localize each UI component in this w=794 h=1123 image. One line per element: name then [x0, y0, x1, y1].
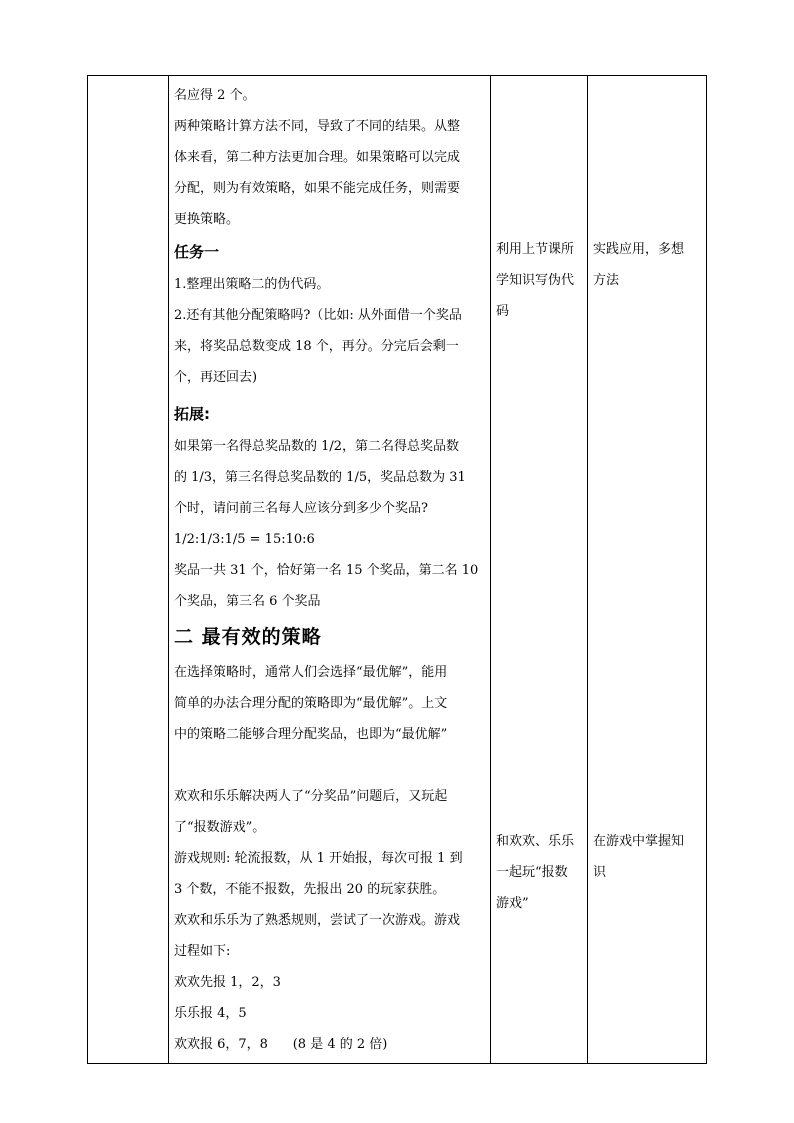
game-line: 3 个数，不能不报数，先报出 20 的玩家获胜。 — [174, 882, 446, 897]
student-activity-cell-1 — [490, 234, 587, 327]
extend-heading: 拓展: — [174, 405, 210, 423]
content-line: 体来看，第二种方法更加合理。如果策略可以完成 — [174, 150, 461, 165]
design-intent-cell-2 — [587, 826, 708, 888]
game-line: 了“报数游戏”。 — [174, 820, 266, 835]
intent-line: 在游戏中掌握知 — [593, 834, 685, 849]
intent-line: 方法 — [593, 273, 620, 288]
content-line: 名应得 2 个。 — [174, 88, 256, 103]
extend-line: 个奖品，第三名 6 个奖品 — [174, 594, 321, 609]
extend-line: 个时，请问前三名每人应该分到多少个奖品? — [174, 501, 428, 516]
game-line: 乐乐报 4，5 — [174, 1006, 247, 1021]
intent-line: 实践应用，多想 — [593, 242, 685, 257]
design-intent-cell-1 — [587, 234, 708, 296]
game-line: 欢欢和乐乐解决两人了“分奖品”问题后，又玩起 — [174, 789, 448, 804]
activity-line: 利用上节课所 — [496, 242, 575, 257]
section2-heading: 二 最有效的策略 — [174, 626, 322, 648]
extend-line: 的 1/3，第三名得总奖品数的 1/5，奖品总数为 31 — [174, 470, 466, 485]
lesson-plan-table — [87, 75, 707, 1064]
section2-line: 简单的办法合理分配的策略即为“最优解”。上文 — [174, 696, 448, 711]
section2-line: 在选择策略时，通常人们会选择“最优解”，能用 — [174, 665, 448, 680]
task1-heading: 任务一 — [174, 243, 220, 261]
game-line: 游戏规则: 轮流报数，从 1 开始报，每次可报 1 到 — [174, 851, 463, 866]
content-line: 两种策略计算方法不同，导致了不同的结果。从整 — [174, 119, 461, 134]
game-line: 欢欢和乐乐为了熟悉规则，尝试了一次游戏。游戏 — [174, 913, 461, 928]
content-line: 分配，则为有效策略，如果不能完成任务，则需要 — [174, 181, 461, 196]
task-line: 2.还有其他分配策略吗?（比如: 从外面借一个奖品 — [174, 308, 462, 323]
extend-line: 奖品一共 31 个，恰好第一名 15 个奖品，第二名 10 — [174, 563, 479, 578]
intent-line: 识 — [593, 865, 607, 880]
task-line: 来，将奖品总数变成 18 个，再分。分完后会剩一 — [174, 339, 459, 354]
game-line: 欢欢先报 1，2，3 — [174, 975, 281, 990]
game-line: 过程如下: — [174, 944, 231, 959]
extend-line: 1/2:1/3:1/5 = 15:10:6 — [174, 532, 315, 547]
content-line: 更换策略。 — [174, 212, 240, 227]
teaching-content-cell — [168, 76, 490, 1063]
task-line: 个，再还回去) — [174, 370, 258, 385]
activity-line: 和欢欢、乐乐 — [496, 834, 575, 849]
activity-line: 一起玩“报数 — [496, 865, 568, 880]
activity-line: 学知识写伪代 — [496, 273, 575, 288]
game-line: 欢欢报 6，7，8 (8 是 4 的 2 倍) — [174, 1037, 388, 1052]
section2-line: 中的策略二能够合理分配奖品，也即为“最优解” — [174, 727, 448, 742]
activity-line: 游戏” — [496, 896, 529, 911]
activity-line: 码 — [496, 304, 510, 319]
task-line: 1.整理出策略二的伪代码。 — [174, 277, 330, 292]
student-activity-cell-2 — [490, 826, 587, 919]
column-divider — [587, 76, 588, 1063]
spacer — [174, 750, 484, 781]
extend-line: 如果第一名得总奖品数的 1/2，第二名得总奖品数 — [174, 439, 460, 454]
